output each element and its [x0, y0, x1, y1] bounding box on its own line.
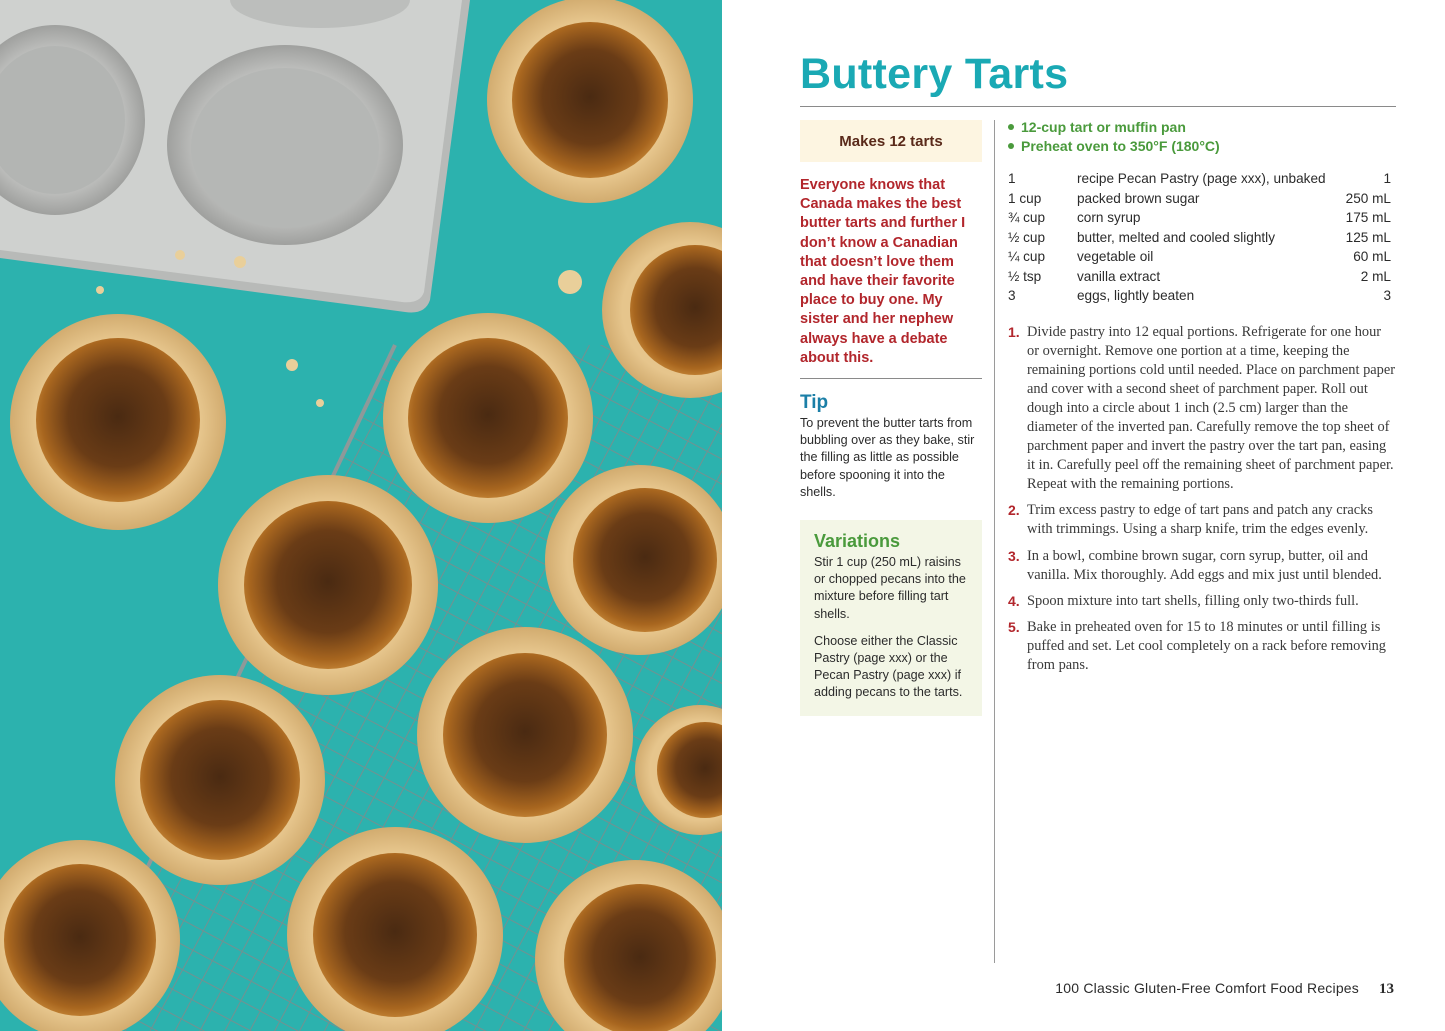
- method-step: [1008, 547, 1396, 585]
- page-footer: [1055, 980, 1394, 998]
- page-number: 13: [1379, 981, 1394, 997]
- book-title: 100 Classic Gluten-Free Comfort Food Recipes: [1055, 980, 1359, 996]
- ingredient-metric: 3: [1383, 288, 1391, 303]
- equipment-list: [1008, 118, 1396, 156]
- tip-heading: Tip: [800, 392, 829, 414]
- sidebar-column: [800, 120, 982, 716]
- tart-icon: [10, 314, 226, 530]
- ingredient-metric: 125 mL: [1345, 229, 1391, 245]
- ingredient-row: [1008, 189, 1396, 209]
- tart-icon: [115, 675, 325, 885]
- bullet-icon: [1008, 124, 1014, 130]
- ingredient-row: [1008, 228, 1396, 248]
- variation-item: Choose either the Classic Pastry (page xxx) or the Pecan Pastry (page xxx) if adding pecans to the tarts.: [814, 633, 963, 700]
- ingredient-qty: ½ tsp: [1008, 268, 1042, 284]
- ingredient-metric: 2 mL: [1360, 268, 1391, 284]
- method-steps: [1008, 323, 1396, 676]
- ingredient-row: [1008, 267, 1396, 287]
- step-number: 4.: [1008, 592, 1020, 609]
- variations-box: [800, 520, 982, 716]
- variation-item: Stir 1 cup (250 mL) raisins or chopped pecans into the mixture before filling tart shells.: [814, 555, 966, 621]
- recipe-intro: Everyone knows that Canada makes the best butter tarts and further I don’t know a Canadian that doesn’t love them and have their favorite place to buy one. My sister and her nephew always have a debate about this.: [800, 177, 966, 366]
- ingredient-qty: ¾ cup: [1008, 210, 1046, 225]
- step-text: Bake in preheated oven for 15 to 18 minutes or until filling is puffed and set. Let cool completely on a rack before removing from pans.: [1027, 618, 1386, 673]
- step-text: In a bowl, combine brown sugar, corn syrup, butter, oil and vanilla. Mix thoroughly. Add eggs and mix just until blended.: [1027, 547, 1382, 583]
- tart-icon: [417, 627, 633, 843]
- ingredient-qty: ¼ cup: [1008, 249, 1046, 264]
- recipe-page: [722, 0, 1445, 1031]
- yield-box: Makes 12 tarts: [800, 120, 982, 162]
- method-column: [1008, 118, 1396, 682]
- ingredient-name: vegetable oil: [1077, 249, 1154, 264]
- step-number: 3.: [1008, 547, 1020, 564]
- method-step: [1008, 501, 1396, 539]
- ingredient-qty: 1 cup: [1008, 190, 1042, 206]
- ingredient-qty: 3: [1008, 288, 1016, 303]
- ingredient-name: corn syrup: [1077, 210, 1141, 225]
- ingredient-metric: 1: [1383, 171, 1391, 186]
- step-text: Divide pastry into 12 equal portions. Refrigerate for one hour or overnight. Remove one portion at a time, keeping the remaining portions cold until needed. Place on parchment paper and cover with a second sheet of parchment paper. Roll out dough into a circle about 1 inch (2.5 cm) larger than the diameter of the inverted pan. Carefully remove the top sheet of parchment paper and invert the pastry over the tart pan, easing it in. Carefully peel off the remaining sheet of parchment paper. Repeat with the remaining portions.: [1027, 323, 1396, 493]
- ingredient-row: [1008, 208, 1396, 228]
- step-text: Spoon mixture into tart shells, filling only two-thirds full.: [1027, 592, 1359, 609]
- method-step: [1008, 592, 1396, 611]
- ingredients-list: [1008, 169, 1396, 306]
- ingredient-name: eggs, lightly beaten: [1077, 288, 1195, 303]
- tip-text: To prevent the butter tarts from bubbling over as they bake, stir the filling as little as possible before spooning it into the shells.: [800, 416, 975, 499]
- ingredient-metric: 250 mL: [1345, 190, 1391, 206]
- ingredient-metric: 175 mL: [1345, 210, 1391, 225]
- ingredient-row: [1008, 169, 1396, 189]
- step-number: 2.: [1008, 502, 1020, 519]
- ingredient-row: [1008, 247, 1396, 267]
- method-step: [1008, 618, 1396, 675]
- step-number: 1.: [1008, 323, 1020, 340]
- ingredient-qty: 1: [1008, 171, 1016, 186]
- tart-icon: [218, 475, 438, 695]
- ingredient-name: butter, melted and cooled slightly: [1077, 229, 1275, 245]
- ingredient-name: recipe Pecan Pastry (page xxx), unbaked: [1077, 171, 1326, 186]
- tart-icon: [487, 0, 693, 203]
- tart-icon: [383, 313, 593, 523]
- muffin-tin-icon: [0, 0, 470, 313]
- step-number: 5.: [1008, 618, 1020, 635]
- bullet-icon: [1008, 143, 1014, 149]
- equipment-item: 12-cup tart or muffin pan: [1008, 118, 1396, 137]
- equipment-item: Preheat oven to 350°F (180°C): [1008, 137, 1396, 156]
- title-divider: [800, 106, 1396, 107]
- ingredient-metric: 60 mL: [1353, 249, 1391, 264]
- column-divider: [994, 120, 995, 963]
- method-step: [1008, 323, 1396, 495]
- step-text: Trim excess pastry to edge of tart pans and patch any cracks with trimmings. Using a sharp knife, trim the edges evenly.: [1027, 502, 1373, 538]
- recipe-title: Buttery Tarts: [800, 50, 1069, 98]
- variations-heading: Variations: [814, 531, 901, 552]
- ingredient-name: packed brown sugar: [1077, 190, 1200, 206]
- ingredient-qty: ½ cup: [1008, 229, 1046, 245]
- ingredient-name: vanilla extract: [1077, 268, 1161, 284]
- ingredient-row: [1008, 286, 1396, 306]
- intro-divider: [800, 378, 982, 379]
- butter-tarts-photo: [0, 0, 722, 1031]
